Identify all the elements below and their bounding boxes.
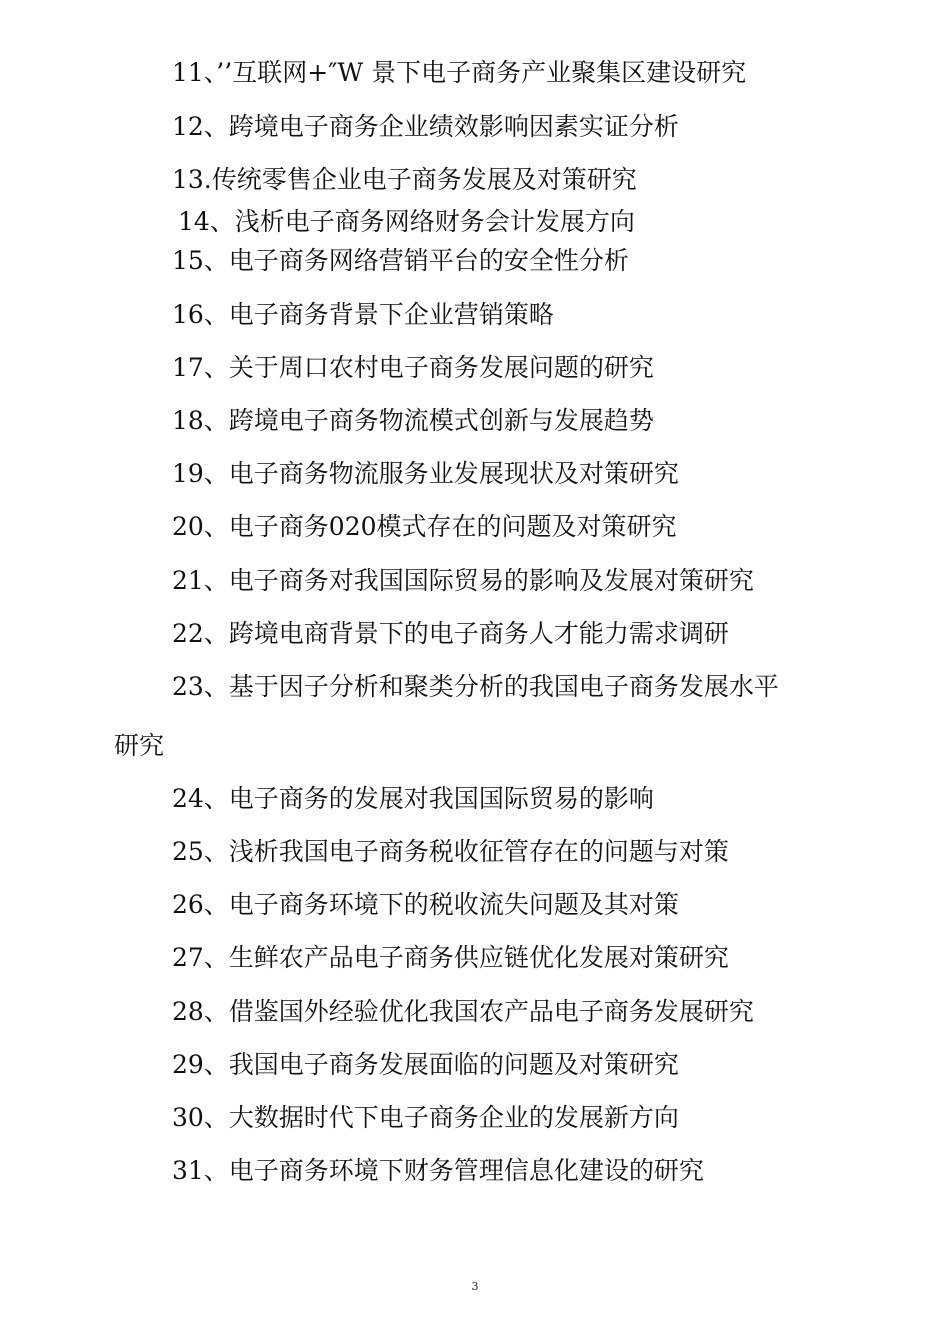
list-item: 14、浅析电子商务网络财务会计发展方向 xyxy=(178,207,635,236)
list-item: 19、电子商务物流服务业发展现状及对策研究 xyxy=(172,459,679,488)
list-item: 21、电子商务对我国国际贸易的影响及发展对策研究 xyxy=(172,566,754,595)
list-item: 29、我国电子商务发展面临的问题及对策研究 xyxy=(172,1050,679,1079)
list-item: 27、生鲜农产品电子商务供应链优化发展对策研究 xyxy=(172,943,729,972)
list-item: 30、大数据时代下电子商务企业的发展新方向 xyxy=(172,1103,679,1132)
list-item: 23、基于因子分析和聚类分析的我国电子商务发展水平 xyxy=(172,672,779,701)
list-item: 17、关于周口农村电子商务发展问题的研究 xyxy=(172,353,654,382)
list-item: 13.传统零售企业电子商务发展及对策研究 xyxy=(172,165,637,194)
list-item-continuation: 研究 xyxy=(114,731,165,760)
list-item: 15、电子商务网络营销平台的安全性分析 xyxy=(172,246,629,275)
list-item: 31、电子商务环境下财务管理信息化建设的研究 xyxy=(172,1156,704,1185)
list-item: 22、跨境电商背景下的电子商务人才能力需求调研 xyxy=(172,619,729,648)
list-item: 12、跨境电子商务企业绩效影响因素实证分析 xyxy=(172,112,679,141)
list-item: 16、电子商务背景下企业营销策略 xyxy=(172,300,554,329)
list-item: 11、’’互联网+″W 景下电子商务产业聚集区建设研究 xyxy=(172,58,747,87)
page-number: 3 xyxy=(471,1280,479,1293)
list-item: 20、电子商务020模式存在的问题及对策研究 xyxy=(172,512,677,541)
list-item: 25、浅析我国电子商务税收征管存在的问题与对策 xyxy=(172,837,729,866)
list-item: 18、跨境电子商务物流模式创新与发展趋势 xyxy=(172,406,654,435)
list-item: 24、电子商务的发展对我国国际贸易的影响 xyxy=(172,784,654,813)
list-item: 26、电子商务环境下的税收流失问题及其对策 xyxy=(172,890,679,919)
list-item: 28、借鉴国外经验优化我国农产品电子商务发展研究 xyxy=(172,997,754,1026)
